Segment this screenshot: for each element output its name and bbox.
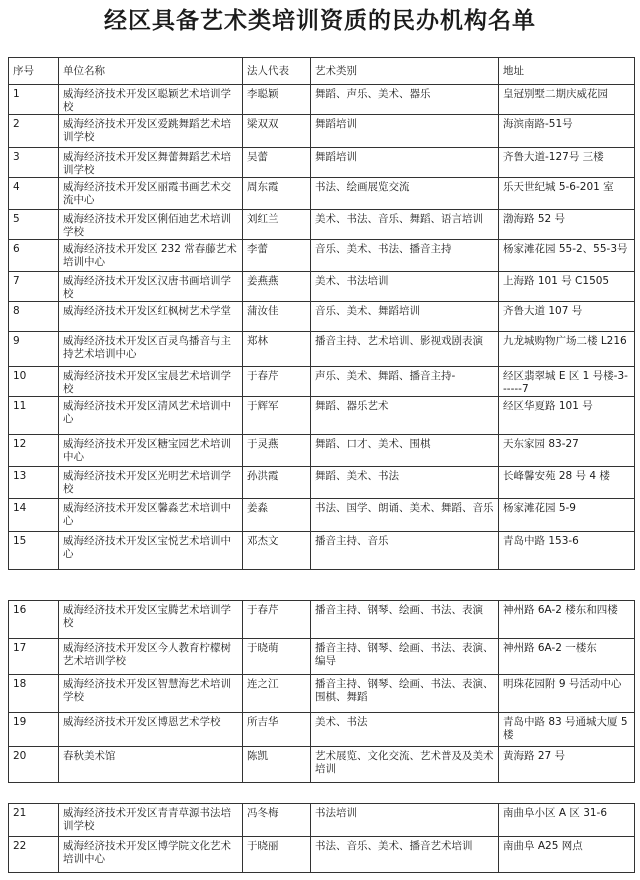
address: 杨家滩花园 5-9 [499,499,635,532]
art-category: 书法、音乐、美术、播音艺术培训 [311,837,499,873]
org-name: 威海经济技术开发区爱跳舞蹈艺术培训学校 [59,115,243,148]
address: 黄海路 27 号 [499,747,635,783]
row-number: 19 [9,713,59,747]
row-number: 7 [9,272,59,302]
org-name: 威海经济技术开发区丽霞书画艺术交流中心 [59,178,243,210]
org-name: 威海经济技术开发区智慧海艺术培训学校 [59,675,243,713]
art-category: 美术、书法、音乐、舞蹈、语言培训 [311,210,499,240]
table-row [9,747,635,783]
address: 齐鲁大道-127号 三楼 [499,148,635,178]
address: 神州路 6A-2 一楼东 [499,639,635,675]
legal-rep: 梁双双 [243,115,311,148]
table-row [9,240,635,272]
art-category: 播音主持、钢琴、绘画、书法、表演、编导 [311,639,499,675]
table-row [9,302,635,332]
header-cell: 法人代表 [243,58,311,85]
table-row [9,367,635,397]
org-name: 威海经济技术开发区糖宝园艺术培训中心 [59,435,243,467]
header-cell: 地址 [499,58,635,85]
legal-rep: 李聪颖 [243,85,311,115]
art-category: 播音主持、钢琴、绘画、书法、表演、围棋、舞蹈 [311,675,499,713]
art-category: 美术、书法 [311,713,499,747]
art-category: 舞蹈培训 [311,115,499,148]
address: 齐鲁大道 107 号 [499,302,635,332]
legal-rep: 于晓丽 [243,837,311,873]
table-row [9,467,635,499]
address: 长峰馨安苑 28 号 4 楼 [499,467,635,499]
art-category: 播音主持、音乐 [311,532,499,570]
art-category: 播音主持、艺术培训、影视戏剧表演 [311,332,499,367]
table-row [9,272,635,302]
row-number: 20 [9,747,59,783]
org-name: 威海经济技术开发区汉唐书画培训学校 [59,272,243,302]
row-number: 11 [9,397,59,435]
row-number: 10 [9,367,59,397]
row-number: 6 [9,240,59,272]
legal-rep: 于灵燕 [243,435,311,467]
address: 九龙城购物广场二楼 L216 [499,332,635,367]
table-row [9,178,635,210]
table-row [9,332,635,367]
address: 上海路 101 号 C1505 [499,272,635,302]
row-number: 22 [9,837,59,873]
table-row [9,435,635,467]
org-name: 威海经济技术开发区宝腾艺术培训学校 [59,601,243,639]
art-category: 音乐、美术、舞蹈培训 [311,302,499,332]
header-cell: 艺术类别 [311,58,499,85]
org-name: 威海经济技术开发区清风艺术培训中心 [59,397,243,435]
row-number: 2 [9,115,59,148]
table-row [9,837,635,873]
row-number: 12 [9,435,59,467]
address: 乐天世纪城 5-6-201 室 [499,178,635,210]
org-name: 威海经济技术开发区博恩艺术学校 [59,713,243,747]
table-row [9,804,635,837]
row-number: 3 [9,148,59,178]
art-category: 书法、绘画展览交流 [311,178,499,210]
org-table-part-2 [8,600,635,783]
legal-rep: 周东霞 [243,178,311,210]
legal-rep: 蒲汝佳 [243,302,311,332]
address: 海滨南路-51号 [499,115,635,148]
legal-rep: 于辉军 [243,397,311,435]
org-name: 威海经济技术开发区舞蕾舞蹈艺术培训学校 [59,148,243,178]
org-table-part-1 [8,57,635,570]
row-number: 4 [9,178,59,210]
legal-rep: 刘红兰 [243,210,311,240]
table-header-row [9,58,635,85]
address: 经区翡翠城 E 区 1 号楼-3------7 [499,367,635,397]
art-category: 书法、国学、朗诵、美术、舞蹈、音乐 [311,499,499,532]
row-number: 16 [9,601,59,639]
table-row [9,85,635,115]
org-name: 威海经济技术开发区今人教育柠檬树艺术培训学校 [59,639,243,675]
org-name: 威海经济技术开发区博学院文化艺术培训中心 [59,837,243,873]
address: 南曲阜小区 A 区 31-6 [499,804,635,837]
art-category: 美术、书法培训 [311,272,499,302]
row-number: 15 [9,532,59,570]
org-name: 威海经济技术开发区红枫树艺术学堂 [59,302,243,332]
org-name: 威海经济技术开发区馨淼艺术培训中心 [59,499,243,532]
table-row [9,499,635,532]
address: 皇冠别墅二期庆威花园 [499,85,635,115]
org-name: 威海经济技术开发区俐佰迪艺术培训学校 [59,210,243,240]
art-category: 艺术展览、文化交流、艺术普及及美术培训 [311,747,499,783]
table-row [9,148,635,178]
row-number: 14 [9,499,59,532]
legal-rep: 孙洪霞 [243,467,311,499]
header-cell: 单位名称 [59,58,243,85]
address: 杨家滩花园 55-2、55-3号 [499,240,635,272]
row-number: 1 [9,85,59,115]
art-category: 舞蹈、器乐艺术 [311,397,499,435]
table-row [9,115,635,148]
table-row [9,397,635,435]
legal-rep: 于春芹 [243,601,311,639]
org-name: 威海经济技术开发区百灵鸟播音与主持艺术培训中心 [59,332,243,367]
address: 青岛中路 83 号通城大厦 5 楼 [499,713,635,747]
legal-rep: 吴蕾 [243,148,311,178]
row-number: 8 [9,302,59,332]
org-table-part-3 [8,803,635,873]
table-row [9,675,635,713]
table-row [9,639,635,675]
address: 渤海路 52 号 [499,210,635,240]
org-name: 威海经济技术开发区宝悦艺术培训中心 [59,532,243,570]
art-category: 书法培训 [311,804,499,837]
legal-rep: 于春芹 [243,367,311,397]
art-category: 播音主持、钢琴、绘画、书法、表演 [311,601,499,639]
art-category: 舞蹈、口才、美术、围棋 [311,435,499,467]
legal-rep: 所吉华 [243,713,311,747]
legal-rep: 李蕾 [243,240,311,272]
address: 青岛中路 153-6 [499,532,635,570]
page-title: 经区具备艺术类培训资质的民办机构名单 [104,7,536,34]
org-name: 威海经济技术开发区 232 常春藤艺术培训中心 [59,240,243,272]
legal-rep: 陈凯 [243,747,311,783]
row-number: 21 [9,804,59,837]
row-number: 18 [9,675,59,713]
legal-rep: 冯冬梅 [243,804,311,837]
table-row [9,210,635,240]
org-name: 威海经济技术开发区宝晨艺术培训学校 [59,367,243,397]
row-number: 9 [9,332,59,367]
art-category: 音乐、美术、书法、播音主持 [311,240,499,272]
org-name: 春秋美术馆 [59,747,243,783]
org-name: 威海经济技术开发区青青草源书法培训学校 [59,804,243,837]
row-number: 13 [9,467,59,499]
table-row [9,601,635,639]
legal-rep: 郑林 [243,332,311,367]
art-category: 声乐、美术、舞蹈、播音主持- [311,367,499,397]
address: 明珠花园附 9 号活动中心 [499,675,635,713]
legal-rep: 连之江 [243,675,311,713]
table-row [9,713,635,747]
row-number: 5 [9,210,59,240]
art-category: 舞蹈培训 [311,148,499,178]
address: 神州路 6A-2 楼东和四楼 [499,601,635,639]
address: 南曲阜 A25 网点 [499,837,635,873]
org-name: 威海经济技术开发区聪颖艺术培训学校 [59,85,243,115]
art-category: 舞蹈、声乐、美术、器乐 [311,85,499,115]
address: 经区华夏路 101 号 [499,397,635,435]
legal-rep: 于晓萌 [243,639,311,675]
row-number: 17 [9,639,59,675]
legal-rep: 姜淼 [243,499,311,532]
address: 天东家园 83-27 [499,435,635,467]
table-row [9,532,635,570]
legal-rep: 姜燕燕 [243,272,311,302]
art-category: 舞蹈、美术、书法 [311,467,499,499]
header-cell: 序号 [9,58,59,85]
legal-rep: 邓杰文 [243,532,311,570]
org-name: 威海经济技术开发区光明艺术培训学校 [59,467,243,499]
